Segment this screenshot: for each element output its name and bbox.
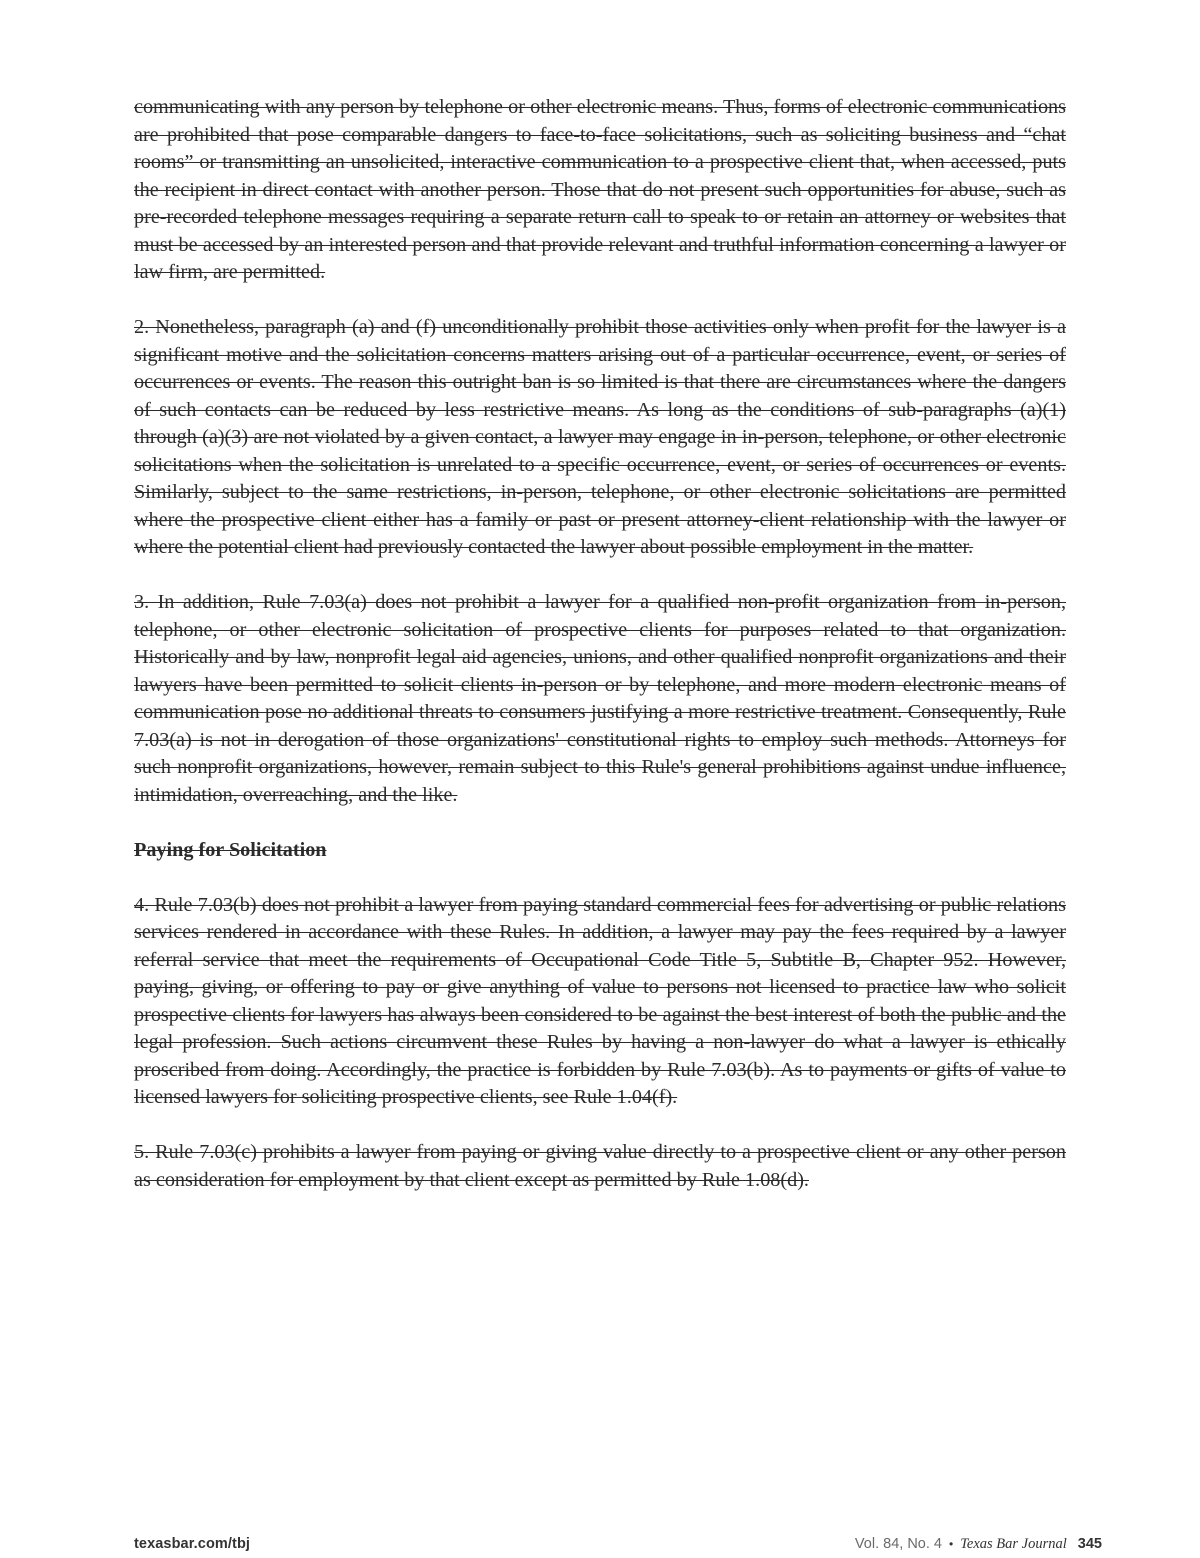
paragraph-1-continued: communicating with any person by telephone or other electronic means. Thus, forms of electronic communications are prohibited that pose comparable dangers to face-to-face solicitations, such as soliciting business and “chat rooms” or transmitting an unsolicited, interactive communication to a prospective client that, when accessed, puts the recipient in direct contact with another person. Those that do not present such opportunities for abuse, such as pre-recorded telephone messages requiring a separate return call to speak to or retain an attorney or websites that must be accessed by an interested person and that provide relevant and truthful information concerning a lawyer or law firm, are permitted. — [134, 96, 1066, 283]
page-footer — [134, 1536, 1102, 1558]
paragraph-4: 4. Rule 7.03(b) does not prohibit a lawyer from paying standard commercial fees for advertising or public relations services rendered in accordance with these Rules. In addition, a lawyer may pay the fees required by a lawyer referral service that meet the requirements of Occupational Code Title 5, Subtitle B, Chapter 952. However, paying, giving, or offering to pay or give anything of value to persons not licensed to practice law who solicit prospective clients for lawyers has always been considered to be against the best interest of both the public and the legal profession. Such actions circumvent these Rules by having a non-lawyer do what a lawyer is ethically proscribed from doing. Accordingly, the practice is forbidden by Rule 7.03(b). As to payments or gifts of value to licensed lawyers for soliciting prospective clients, see Rule 1.04(f). — [134, 893, 1066, 1108]
page-number: 345 — [1077, 1536, 1102, 1552]
footer-citation — [855, 1536, 1102, 1553]
paragraph-3: 3. In addition, Rule 7.03(a) does not prohibit a lawyer for a qualified non-profit organization from in-person, telephone, or other electronic solicitation of prospective clients for purposes related to that organization. Historically and by law, nonprofit legal aid agencies, unions, and other qualified nonprofit organizations and their lawyers have been permitted to solicit clients in-person or by telephone, and more modern electronic means of communication pose no additional threats to consumers justifying a more restrictive treatment. Consequently, Rule 7.03(a) is not in derogation of those organizations' constitutional rights to employ such methods. Attorneys for such nonprofit organizations, however, remain subject to this Rule's general prohibitions against undue influence, intimidation, overreaching, and the like. — [134, 591, 1066, 806]
footer-volume: Vol. 84, No. 4 — [854, 1536, 942, 1552]
paragraph-5: 5. Rule 7.03(c) prohibits a lawyer from paying or giving value directly to a prospective client or any other person as consideration for employment by that client except as permitted by Rule 1.08(d). — [134, 1141, 1066, 1191]
footer-website: texasbar.com/tbj — [134, 1536, 251, 1552]
section-heading: Paying for Solicitation — [134, 838, 327, 861]
footer-bullet-separator: • — [948, 1537, 954, 1551]
article-body — [134, 94, 1066, 1222]
footer-journal-name: Texas Bar Journal — [960, 1536, 1067, 1552]
paragraph-2: 2. Nonetheless, paragraph (a) and (f) unconditionally prohibit those activities only when profit for the lawyer is a significant motive and the solicitation concerns matters arising out of a particular occurrence, event, or series of occurrences or events. The reason this outright ban is so limited is that there are circumstances where the dangers of such contacts can be reduced by less restrictive means. As long as the conditions of sub-paragraphs (a)(1) through (a)(3) are not violated by a given contact, a lawyer may engage in in-person, telephone, or other electronic solicitations when the solicitation is unrelated to a specific occurrence, event, or series of occurrences or events. Similarly, subject to the same restrictions, in-person, telephone, or other electronic solicitations are permitted where the prospective client either has a family or past or present attorney-client relationship with the lawyer or where the potential client had previously contacted the lawyer about possible employment in the matter. — [134, 316, 1066, 558]
